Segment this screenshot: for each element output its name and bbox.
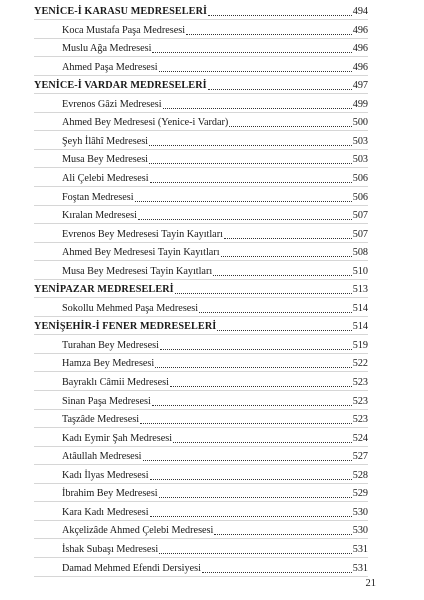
toc-entry-title: YENİŞEHİR-İ FENER MEDRESELERİ xyxy=(34,321,217,333)
toc-entry-title: Sokollu Mehmed Paşa Medresesi xyxy=(62,302,199,314)
toc-entry xyxy=(62,410,368,426)
dot-leader xyxy=(163,107,352,109)
toc-entry-page: 494 xyxy=(352,6,368,17)
toc-entry xyxy=(62,354,368,370)
dot-leader xyxy=(143,459,352,461)
dot-leader xyxy=(135,200,352,202)
toc-entry-title: Ahmed Bey Medresesi Tayin Kayıtları xyxy=(62,247,220,259)
dot-leader xyxy=(155,366,351,368)
toc-entry-page: 513 xyxy=(352,284,368,296)
toc-entry-page: 499 xyxy=(352,98,368,110)
toc-entry-title: YENİPAZAR MEDRESELERİ xyxy=(34,284,174,296)
dot-leader xyxy=(224,237,352,239)
toc-entry-title: Ahmed Paşa Medresesi xyxy=(62,61,158,73)
dot-leader xyxy=(152,404,352,406)
toc-entry-title: Akçelizâde Ahmed Çelebi Medresesi xyxy=(62,525,214,537)
toc-entry xyxy=(62,39,368,55)
toc-entry-title: Kara Kadı Medresesi xyxy=(62,506,149,518)
toc-entry xyxy=(62,336,368,352)
dot-leader xyxy=(186,33,352,35)
toc-entry xyxy=(62,95,368,111)
dot-leader xyxy=(229,125,351,127)
toc-entry xyxy=(62,503,368,519)
dot-leader xyxy=(208,88,352,90)
toc-entry-page: 496 xyxy=(352,24,368,36)
dot-leader xyxy=(159,552,352,554)
dot-leader xyxy=(217,329,351,331)
toc-entry-page: 530 xyxy=(352,525,368,537)
toc-entry-page: 497 xyxy=(352,80,368,92)
toc-entry-page: 507 xyxy=(352,228,368,240)
dot-leader xyxy=(150,478,352,480)
toc-entry-title: Ahmed Bey Medresesi (Yenice-i Vardar) xyxy=(62,117,229,129)
toc-entry-page: 522 xyxy=(352,358,368,370)
toc-entry-page: 523 xyxy=(352,395,368,407)
dot-leader xyxy=(149,144,352,146)
dot-leader xyxy=(175,292,352,294)
toc-entry-title: Evrenos Gâzi Medresesi xyxy=(62,98,162,110)
toc-entry xyxy=(62,132,368,148)
toc-entry xyxy=(62,521,368,537)
toc-entry xyxy=(62,206,368,222)
toc-entry xyxy=(62,447,368,463)
toc-entry xyxy=(62,484,368,500)
toc-entry-page: 500 xyxy=(352,117,368,129)
toc-entry-page: 508 xyxy=(352,247,368,259)
toc-entry-title: Foştan Medresesi xyxy=(62,191,134,203)
dot-leader xyxy=(159,496,352,498)
toc-entry xyxy=(62,373,368,389)
toc-entry-title: Sinan Paşa Medresesi xyxy=(62,395,151,407)
toc-entry-title: Musa Bey Medresesi xyxy=(62,154,149,166)
dot-leader xyxy=(149,162,352,164)
toc-entry xyxy=(62,540,368,556)
toc-entry xyxy=(34,317,368,333)
toc-entry-title: Damad Mehmed Efendi Dersiyesi xyxy=(62,562,201,574)
dot-leader xyxy=(199,311,352,313)
toc-entry-title: Ali Çelebi Medresesi xyxy=(62,172,149,184)
toc-entry-page: 528 xyxy=(352,469,368,481)
toc-entry xyxy=(62,559,368,575)
toc-entry-title: Turahan Bey Medresesi xyxy=(62,339,159,351)
dot-leader xyxy=(159,70,352,72)
toc-entry xyxy=(34,2,368,18)
toc-entry-title: YENİCE-İ KARASU MEDRESELERİ xyxy=(34,6,208,17)
toc-entry xyxy=(62,262,368,278)
toc-entry-title: Kadı İlyas Medresesi xyxy=(62,469,149,481)
toc-entry xyxy=(62,392,368,408)
toc-entry-title: Koca Mustafa Paşa Medresesi xyxy=(62,24,186,36)
dot-leader xyxy=(140,422,352,424)
toc-entry-title: Musa Bey Medresesi Tayin Kayıtları xyxy=(62,265,213,277)
toc-entry xyxy=(62,21,368,37)
toc-entry-page: 503 xyxy=(352,154,368,166)
dot-leader xyxy=(160,348,352,350)
toc-entry xyxy=(62,299,368,315)
toc-entry-page: 527 xyxy=(352,451,368,463)
page-number: 21 xyxy=(365,578,376,589)
dot-leader xyxy=(138,218,352,220)
toc-entry-title: YENİCE-İ VARDAR MEDRESELERİ xyxy=(34,80,207,92)
toc-entry xyxy=(34,76,368,92)
toc-entry-page: 514 xyxy=(352,302,368,314)
toc-entry xyxy=(62,113,368,129)
toc-entry xyxy=(62,429,368,445)
toc-entry-page: 506 xyxy=(352,191,368,203)
toc-entry-title: Kadı Eymir Şah Medresesi xyxy=(62,432,173,444)
dot-leader xyxy=(150,515,352,517)
toc-entry-page: 496 xyxy=(352,61,368,73)
toc-entry-page: 506 xyxy=(352,172,368,184)
toc-entry xyxy=(62,188,368,204)
toc-entry xyxy=(62,58,368,74)
toc-entry xyxy=(62,150,368,166)
toc-entry-title: Kıralan Medresesi xyxy=(62,210,137,222)
toc-entry-title: Bayraklı Câmii Medresesi xyxy=(62,377,169,388)
toc-entry-title: Evrenos Bey Medresesi Tayin Kayıtları xyxy=(62,228,223,240)
toc-entry xyxy=(62,169,368,185)
dot-leader xyxy=(152,51,351,53)
toc-entry-page: 496 xyxy=(352,43,368,55)
toc-entry-page: 523 xyxy=(352,414,368,426)
toc-entry-title: Atâullah Medresesi xyxy=(62,451,142,463)
dot-leader xyxy=(202,571,352,573)
toc-entry-page: 523 xyxy=(352,377,368,388)
dot-leader xyxy=(150,181,352,183)
dot-leader xyxy=(208,14,352,16)
toc-entry-title: Hamza Bey Medresesi xyxy=(62,358,155,370)
dot-leader xyxy=(213,274,352,276)
toc-entry-page: 531 xyxy=(352,543,368,555)
dot-leader xyxy=(214,533,351,535)
toc-entry-title: Şeyh İlâhî Medresesi xyxy=(62,135,149,147)
toc-entry-page: 529 xyxy=(352,488,368,500)
dot-leader xyxy=(173,441,352,443)
row-divider xyxy=(34,576,368,577)
toc-entry xyxy=(62,243,368,259)
toc-entry-page: 503 xyxy=(352,135,368,147)
toc-entry-title: İshak Subaşı Medresesi xyxy=(62,543,159,555)
toc-entry-title: Muslu Ağa Medresesi xyxy=(62,43,152,55)
toc-entry xyxy=(62,225,368,241)
toc-entry-page: 524 xyxy=(352,432,368,444)
toc-entry-page: 514 xyxy=(352,321,368,333)
dot-leader xyxy=(170,385,352,387)
toc-entry-title: Taşzâde Medresesi xyxy=(62,414,140,426)
toc-entry xyxy=(34,280,368,296)
toc-entry-page: 531 xyxy=(352,562,368,574)
toc-entry xyxy=(62,466,368,482)
toc-entry-page: 510 xyxy=(352,265,368,277)
toc-entry-page: 519 xyxy=(352,339,368,351)
toc-entry-title: İbrahim Bey Medresesi xyxy=(62,488,158,500)
toc-entry-page: 507 xyxy=(352,210,368,222)
dot-leader xyxy=(221,255,352,257)
toc-entry-page: 530 xyxy=(352,506,368,518)
